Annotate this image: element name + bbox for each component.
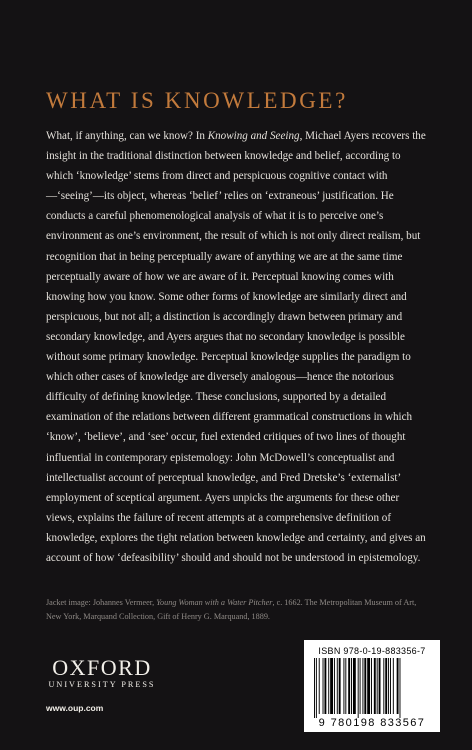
barcode-bar — [324, 658, 326, 714]
barcode-bar — [379, 658, 381, 714]
isbn-label: ISBN 978-0-19-883356-7 — [318, 646, 426, 656]
barcode-bar — [390, 658, 391, 714]
painting-title-italic: Young Woman with a Water Pitcher — [156, 598, 273, 607]
credit-part-2: , c. 1662. The Metropolitan Museum of Art, New York, Marquand Collection, Gift of Henry G. Marquand, 1889. — [46, 598, 417, 621]
barcode-bar — [353, 658, 356, 714]
barcode-bar — [358, 658, 359, 718]
barcode-bar — [362, 658, 363, 714]
barcode-bar — [343, 658, 344, 714]
isbn-barcode — [304, 640, 440, 732]
description-part-1: What, if anything, can we know? In — [46, 130, 208, 142]
barcode-digits: 9 780198 833567 — [318, 717, 426, 729]
barcode-bar — [319, 658, 320, 714]
barcode-bar — [364, 658, 366, 714]
barcode-bar — [385, 658, 387, 714]
barcode-bar — [328, 658, 329, 714]
description-part-2: , Michael Ayers recovers the insight in the traditional distinction between knowledge and belief, according to which ‘knowledge’ stems from direct and perspicuous cognitive contact with—‘seeing’—its object, whereas ‘belief’ relies on ‘extraneous’ justification. He conducts a careful phenomenological analysis of what it is to perceive one’s environment as one’s environment, the result of which is not only direct realism, but recognition that in being perceptually aware of anything we are at the same time perceptually aware of how we are aware of it. Perceptual knowing comes with knowing how you know. Some other forms of knowledge are similarly direct and perspicuous, but not all; a distinction is accordingly drawn between primary and secondary knowledge, and Ayers argues that no secondary knowledge is possible without some primary knowledge. Perceptual knowledge supplies the paradigm to which other cases of knowledge are diversely analogous—hence the notorious difficulty of defining knowledge. These conclusions, supported by a detailed examination of the relations between different grammatical constructions in which ‘know’, ‘believe’, and ‘see’ occur, fuel extended critiques of two lines of thought influential in contemporary epistemology: John McDowell’s conceptualist and intellectualist account of perceptual knowledge, and Fred Dretske’s ‘externalist’ employment of sceptical argument. Ayers unpicks the arguments for these other views, explains the failure of recent attempts at a comprehensive definition of knowledge, explores the tight relation between knowledge and certainty, and gives an account of how ‘defeasibility’ should and should not be understood in epistemology. — [46, 130, 426, 564]
barcode-bar — [330, 658, 333, 714]
cover-heading: WHAT IS KNOWLEDGE? — [46, 88, 348, 113]
book-description — [46, 126, 430, 568]
barcode-bar — [316, 658, 317, 718]
barcode-bar — [339, 658, 341, 714]
jacket-image-credit — [46, 596, 432, 624]
barcode-bar — [345, 658, 346, 714]
publisher-url: www.oup.com — [46, 703, 104, 713]
barcode-bar — [337, 658, 338, 714]
book-title-italic: Knowing and Seeing — [207, 130, 300, 142]
barcode-bar — [374, 658, 376, 714]
barcode-bar — [351, 658, 352, 714]
publisher-name: OXFORD — [52, 655, 152, 680]
barcode-bar — [314, 658, 315, 718]
publisher-logo — [46, 657, 158, 689]
publisher-subname: UNIVERSITY PRESS — [48, 680, 156, 689]
barcode-bars-graphic — [314, 658, 430, 718]
barcode-bar — [360, 658, 361, 714]
barcode-bar — [377, 658, 378, 714]
barcode-bar — [388, 658, 389, 714]
barcode-bar — [371, 658, 372, 714]
barcode-bar — [348, 658, 350, 714]
barcode-bar — [397, 658, 399, 714]
credit-part-1: Jacket image: Johannes Vermeer, — [46, 598, 157, 607]
barcode-bar — [393, 658, 394, 714]
barcode-bar — [383, 658, 384, 714]
barcode-bar — [367, 658, 370, 714]
barcode-bar — [334, 658, 335, 714]
barcode-bar — [323, 658, 324, 714]
barcode-bar — [400, 658, 401, 718]
